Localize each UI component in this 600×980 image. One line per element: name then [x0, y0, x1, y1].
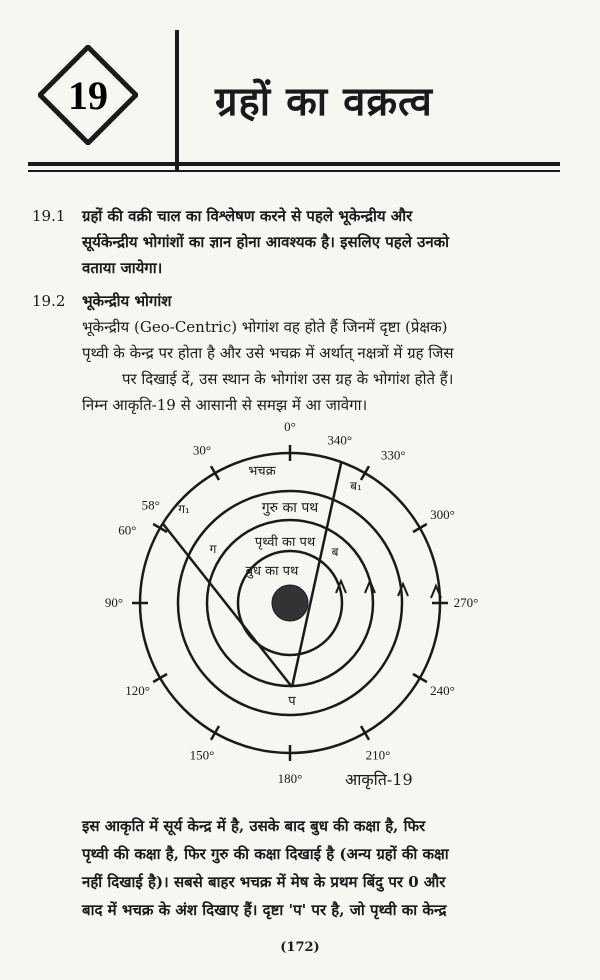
degree-label: 90° [104, 595, 124, 610]
degree-tick [211, 466, 219, 480]
degree-label: 240° [430, 683, 455, 698]
text-line: इस आकृति में सूर्य केन्द्र में है, उसके बाद बुध की कक्षा है, फिर [82, 817, 426, 835]
section-number: 19.2 [32, 292, 66, 310]
marked-degree-label: 58° [141, 497, 160, 513]
direction-arrow-icon [365, 581, 375, 593]
text-line: वताया जायेगा। [82, 259, 163, 277]
text-line: भूकेन्द्रीय (Geo-Centric) भोगांश वह होते हैं जिनमें दृष्टा (प्रेक्षक) [82, 318, 448, 336]
text-line: सूर्यकेन्द्रीय भोगांशों का ज्ञान होना आवश्यक है। इसलिए पहले उनको [82, 233, 450, 251]
jupiter-projection-label: ग₁ [178, 502, 190, 516]
text-line: पृथ्वी के केन्द्र पर होता है और उसे भचक्र में अर्थात् नक्षत्रों में ग्रह जिस [82, 344, 454, 362]
degree-label: 0° [284, 419, 296, 434]
degree-label: 300° [430, 507, 455, 522]
degree-tick [413, 524, 427, 532]
text-line: नहीं दिखाई है)। सबसे बाहर भचक्र में मेष के प्रथम बिंदु पर 0 और [82, 873, 446, 891]
degree-tick [361, 726, 369, 740]
jupiter-point-label: ग [209, 542, 217, 556]
degree-tick [413, 674, 427, 682]
jupiter-orbit-label: गुरु का पथ [261, 500, 319, 516]
degree-label: 30° [192, 442, 212, 458]
degree-label: 210° [365, 747, 391, 763]
mercury-point-label: ब [331, 545, 339, 559]
degree-label: 330° [380, 447, 406, 463]
degree-label: 120° [125, 683, 150, 698]
degree-tick [211, 726, 219, 740]
text-line: पर दिखाई दें, उस स्थान के भोगांश उस ग्रह के भोगांश होते हैं। [122, 370, 454, 388]
zodiac-label: भचक्र [248, 464, 276, 479]
section-number: 19.1 [32, 207, 66, 225]
degree-tick [361, 466, 369, 480]
degree-label: 180° [277, 771, 303, 786]
degree-label: 150° [189, 747, 215, 763]
figure-caption: आकृति-19 [345, 770, 413, 789]
mercury-orbit-label: बुध का पथ [245, 564, 299, 579]
marked-degree-label: 340° [327, 432, 353, 448]
text-line: बाद में भचक्र के अंश दिखाए हैं। दृष्टा 'प' पर है, जो पृथ्वी का केन्द्र [82, 901, 447, 919]
chapter-number: 19 [68, 73, 108, 118]
observer-label: प [288, 694, 296, 709]
earth-orbit-label: पृथ्वी का पथ [254, 535, 316, 550]
degree-label: 270° [453, 595, 479, 610]
text-line: पृथ्वी की कक्षा है, फिर गुरु की कक्षा दिखाई है (अन्य ग्रहों की कक्षा [82, 845, 449, 863]
explanation-paragraph [82, 812, 567, 924]
page-number: (172) [280, 940, 320, 955]
sun-icon [272, 585, 308, 621]
section-heading: भूकेन्द्रीय भोगांश [82, 292, 172, 310]
mercury-projection-label: ब₁ [350, 479, 362, 493]
text-line: निम्न आकृति-19 से आसानी से समझ में आ जावेगा। [82, 396, 368, 414]
chapter-title: ग्रहों का वक्रत्व [215, 78, 433, 125]
degree-label: 60° [118, 522, 137, 538]
degree-tick [153, 674, 167, 682]
text-line: ग्रहों की वक्री चाल का विश्लेषण करने से पहले भूकेन्द्रीय और [82, 207, 413, 225]
